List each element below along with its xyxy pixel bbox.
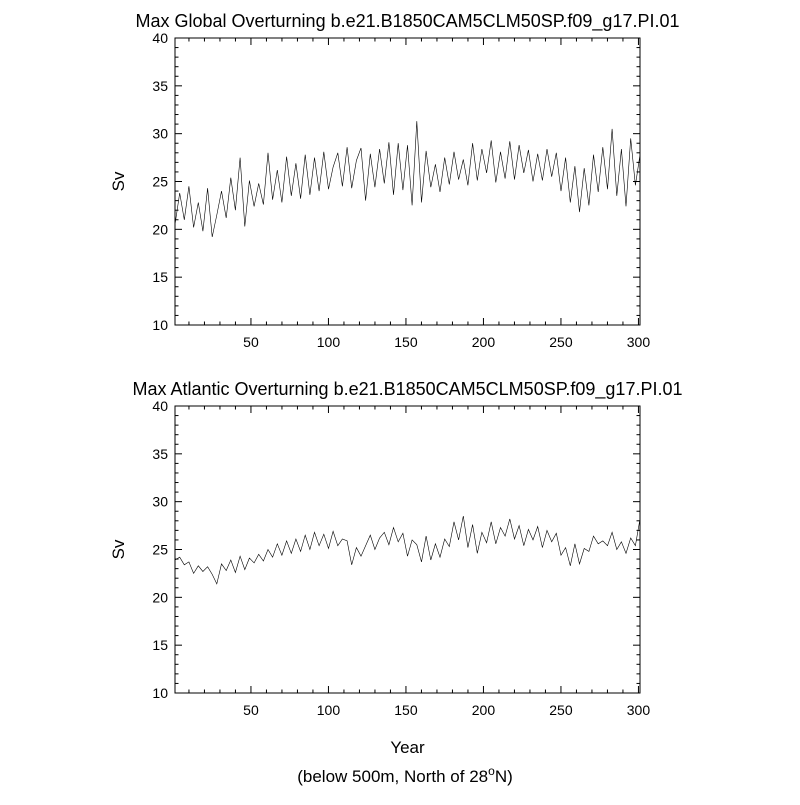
plot-frame (175, 38, 640, 325)
x-tick-label: 200 (471, 702, 496, 718)
y-tick-label: 30 (152, 493, 168, 510)
x-tick-label: 100 (316, 702, 341, 718)
y-axis-label: Sv (109, 171, 128, 192)
footer-degree: o (488, 764, 495, 778)
series-line (175, 516, 640, 584)
x-tick-label: 300 (626, 702, 651, 718)
plot-frame (175, 406, 640, 693)
footer-text-after: N) (494, 767, 513, 786)
x-tick-label: 250 (549, 702, 573, 718)
footer-text-before: (below 500m, North of 28 (297, 767, 489, 786)
y-tick-label: 10 (152, 317, 168, 333)
axis-ticks (175, 38, 640, 325)
y-tick-label: 35 (152, 445, 168, 462)
y-axis-label: Sv (109, 539, 128, 560)
footer-caption (297, 764, 513, 786)
atlantic-overturning-panel (109, 379, 683, 757)
series-line (175, 121, 640, 237)
axis-ticks (175, 406, 640, 693)
chart-title: Max Atlantic Overturning b.e21.B1850CAM5CLM50SP.f09_g17.PI.01 (132, 379, 683, 399)
y-tick-label: 40 (152, 398, 168, 414)
x-tick-label: 150 (394, 334, 418, 350)
y-tick-label: 15 (152, 269, 168, 286)
y-tick-label: 25 (152, 541, 168, 558)
x-tick-label: 200 (471, 334, 496, 350)
y-tick-label: 20 (152, 589, 168, 606)
x-tick-label: 150 (394, 702, 418, 718)
chart-title: Max Global Overturning b.e21.B1850CAM5CLM50SP.f09_g17.PI.01 (135, 11, 680, 31)
x-axis-label: Year (390, 738, 425, 757)
y-tick-label: 40 (152, 30, 168, 46)
global-overturning-panel (109, 11, 680, 350)
x-tick-label: 300 (626, 334, 651, 350)
y-tick-label: 10 (152, 685, 168, 701)
y-tick-label: 30 (152, 125, 168, 142)
x-tick-label: 100 (316, 334, 341, 350)
x-tick-label: 50 (243, 334, 259, 350)
x-tick-label: 250 (549, 334, 573, 350)
y-tick-label: 15 (152, 637, 168, 654)
y-tick-label: 35 (152, 77, 168, 94)
y-tick-label: 20 (152, 221, 168, 238)
y-tick-label: 25 (152, 173, 168, 190)
x-tick-label: 50 (243, 702, 259, 718)
